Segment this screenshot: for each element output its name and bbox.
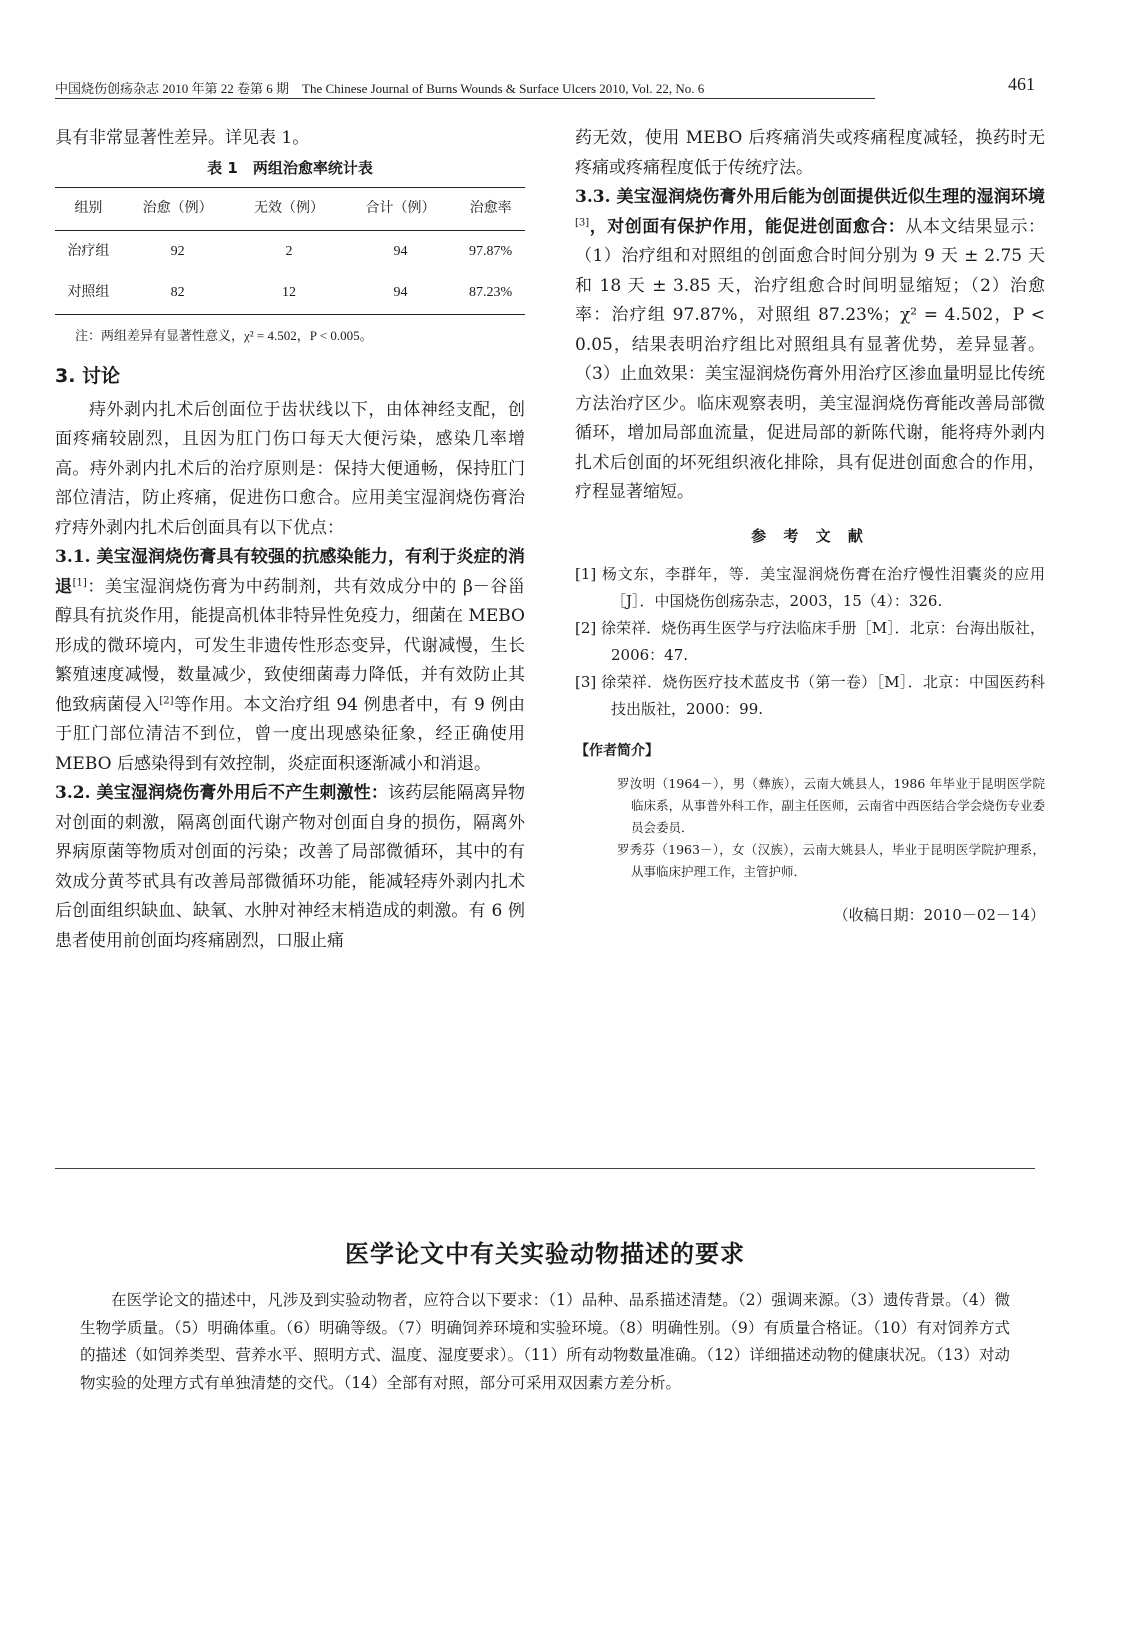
section-3-3-body: 从本文结果显示：（1）治疗组和对照组的创面愈合时间分别为 9 天 ± 2.75 天和 18 天 ± 3.85 天，治疗组愈合时间明显缩短；（2）治愈率：治疗组 97.87%，对照组 87.23%；χ² = 4.502，P < 0.05，结果表明治疗组比对照组具有显著优势，差异显著。（3）止血效果：美宝湿润烧伤膏外用治疗区渗血量明显比传统方法治疗区少。临床观察表明，美宝湿润烧伤膏能改善局部微循环，增加局部血流量，促进局部的新陈代谢，能将痔外剥内扎术后创面的坏死组织液化排除，具有促进创面愈合的作用，疗程显著缩短。 [575,216,1046,502]
running-header [55,74,1035,104]
reference-item: [3] 徐荣祥．烧伤医疗技术蓝皮书（第一卷）［M］．北京：中国医药科技出版社，2000：99. [575,673,1045,718]
journal-running-title: 中国烧伤创疡杂志 2010 年第 22 卷第 6 期 The Chinese Journal of Burns Wounds & Surface Ulcers 2010, Vol. 22, No. 6 [55,81,705,96]
received-date: （收稿日期：2010－02－14） [833,905,1045,924]
section-3-3-paragraph [575,183,1045,508]
discussion-paragraph: 痔外剥内扎术后创面位于齿状线以下，由体神经支配，创面疼痛较剧烈，且因为肛门伤口每天大便污染，感染几率增高。痔外剥内扎术后的治疗原则是：保持大便通畅，保持肛门部位清洁，防止疼痛，促进伤口愈合。应用美宝湿润烧伤膏治疗痔外剥内扎术后创面具有以下优点： [55,399,525,538]
table-header-cell: 合计（例） [365,201,436,216]
table-cell: 12 [282,285,297,300]
section-3-1-body-a: ：美宝湿润烧伤膏为中药制剂，共有效成分中的 β－谷甾醇具有抗炎作用，能提高机体非特异性免疫力，细菌在 MEBO 形成的微环境内，可发生非遗传性形态变异，代谢减慢，生长繁殖速度减慢，数量减少，致使细菌毒力降低，并有效防止其他致病菌侵入 [55,576,526,715]
author-bio-heading: 【作者简介】 [575,743,659,759]
notice-article [80,1234,1010,1397]
author-bio: 罗汝明（1964－），男（彝族），云南大姚县人，1986 年毕业于昆明医学院临床系，从事普外科工作，副主任医师，云南省中西医结合学会烧伤专业委员会委员． [617,775,1045,835]
continued-text: 药无效，使用 MEBO 后疼痛消失或疼痛程度减轻，换药时无疼痛或疼痛程度低于传统疗法。 [575,128,1045,178]
notice-body: 在医学论文的描述中，凡涉及到实验动物者，应符合以下要求：（1）品种、品系描述清楚。（2）强调来源。（3）遗传背景。（4）微生物学质量。（5）明确体重。（6）明确等级。（7）明确饲养环境和实验环境。（8）明确性别。（9）有质量合格证。（10）有对饲养方式的描述（如饲养类型、营养水平、照明方式、温度、湿度要求）。（11）所有动物数量准确。（12）详细描述动物的健康状况。（13）对动物实验的处理方式有单独清楚的交代。（14）全部有对照，部分可采用双因素方差分析。 [80,1291,1010,1392]
table-cell: 94 [393,243,408,259]
section-3-2-paragraph [55,779,525,956]
table-cell: 94 [393,285,408,300]
table-cell: 87.23% [469,285,513,300]
reference-item: [2] 徐荣祥．烧伤再生医学与疗法临床手册［M］．北京：台海出版社，2006：47. [575,619,1045,664]
table-cell: 2 [285,243,293,259]
table-cell: 对照组 [67,285,110,300]
section-3-2-body: 该药层能隔离异物对创面的刺激，隔离创面代谢产物对创面自身的损伤，隔离外界病原菌等物质对创面的污染；改善了局部微循环，其中的有效成分黄芩甙具有改善局部微循环功能，能减轻痔外剥内扎术后创面组织缺血、缺氧、水肿对神经末梢造成的刺激。有 6 例患者使用前创面均疼痛剧烈，口服止痛 [55,783,526,951]
table-caption: 表 1 两组治愈率统计表 [207,158,373,177]
citation-1: [1] [72,576,87,588]
table-cell: 92 [170,243,185,259]
section-3-1-body-b: 等作用。本文治疗组 94 例患者中，有 9 例由于肛门部位清洁不到位，曾一度出现感染征象，经正确使用 MEBO 后感染得到有效控制，炎症面积逐渐减小和消退。 [55,694,526,774]
page-number: 461 [1008,74,1035,94]
author-bio: 罗秀芬（1963－），女（汉族），云南大姚县人，毕业于昆明医学院护理系，从事临床护理工作，主管护师． [617,841,1045,879]
table-header-cell: 治愈（例） [142,201,213,216]
table-note: 注：两组差异有显著性意义，χ² = 4.502，P < 0.005。 [75,327,373,343]
section-3-3-heading-b: ，对创面有保护作用，能促进创面愈合： [589,216,906,237]
left-column [55,124,525,956]
table-header-cell: 治愈率 [469,201,512,216]
right-column [575,124,1045,930]
citation-2: [2] [159,694,174,706]
section-3-1-heading: 3.1. 美宝湿润烧伤膏具有较强的抗感染能力，有利于炎症的消退 [55,547,525,597]
table-row [55,230,525,272]
citation-3: [3] [575,216,590,228]
intro-text: 具有非常显著性差异。详见表 1。 [55,128,310,148]
table-cell: 97.87% [469,243,513,259]
table-cell: 治疗组 [67,243,110,259]
section-3-2-heading: 3.2. 美宝湿润烧伤膏外用后不产生刺激性： [55,783,388,803]
article-divider [55,1168,1035,1169]
table-row [55,272,525,314]
cure-rate-table [55,187,525,315]
header-rule [55,98,875,99]
references-heading: 参 考 文 献 [751,526,869,545]
table-header-cell: 组别 [74,201,103,216]
table-header-row [55,188,525,231]
table-header-cell: 无效（例） [254,201,325,216]
section-3-heading: 3. 讨论 [55,365,121,387]
section-3-3-heading-a: 3.3. 美宝湿润烧伤膏外用后能为创面提供近似生理的湿润环境 [575,187,1045,207]
section-3-1-paragraph [55,543,525,779]
reference-item: [1] 杨文东，李群年，等．美宝湿润烧伤膏在治疗慢性泪囊炎的应用［J］．中国烧伤创疡杂志，2003，15（4）：326. [575,565,1045,610]
table-cell: 82 [170,285,185,300]
notice-title: 医学论文中有关实验动物描述的要求 [345,1240,745,1268]
